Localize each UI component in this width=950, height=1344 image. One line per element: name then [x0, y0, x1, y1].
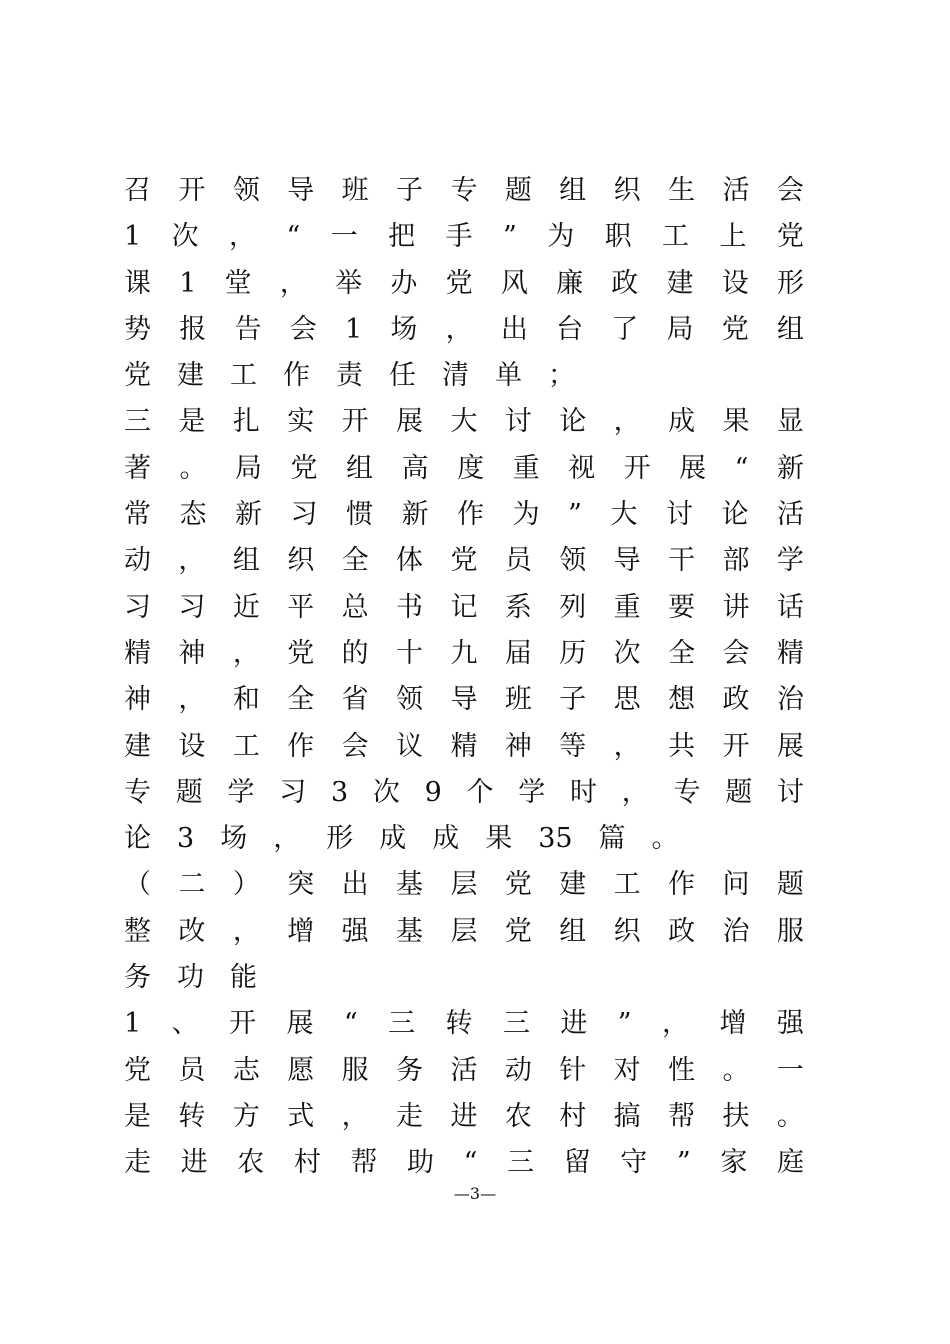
text-line: 1 次 ， “ 一 把 手 ” 为 职 工 上 党 [124, 221, 804, 253]
text-line: 三 是 扎 实 开 展 大 讨 论 ， 成 果 显 [124, 406, 804, 438]
text-line: 是 转 方 式 ， 走 进 农 村 搞 帮 扶 。 [124, 1100, 804, 1132]
text-line: 动 ， 组 织 全 体 党 员 领 导 干 部 学 [124, 545, 804, 577]
text-line: 著 。 局 党 组 高 度 重 视 开 展 “ 新 [124, 452, 804, 484]
text-line: 论 3 场 ， 形 成 成 果 35 篇 。 [124, 823, 679, 855]
text-line: 建 设 工 作 会 议 精 神 等 ， 共 开 展 [124, 730, 804, 762]
text-line: （ 二 ） 突 出 基 层 党 建 工 作 问 题 [124, 869, 804, 901]
text-line: 党 建 工 作 责 任 清 单 ； [124, 360, 575, 392]
page-number: —3— [453, 1184, 497, 1203]
text-line: 专 题 学 习 3 次 9 个 学 时 ， 专 题 讨 [124, 776, 804, 808]
document-body [124, 168, 804, 1187]
text-line: 召 开 领 导 班 子 专 题 组 织 生 活 会 [124, 175, 804, 206]
text-line: 整 改 ， 增 强 基 层 党 组 织 政 治 服 [124, 915, 804, 947]
text-line: 务 功 能 [124, 962, 257, 994]
text-line: 党 员 志 愿 服 务 活 动 针 对 性 。 一 [124, 1054, 804, 1086]
text-line: 精 神 ， 党 的 十 九 届 历 次 全 会 精 [124, 637, 804, 669]
text-line: 常 态 新 习 惯 新 作 为 ” 大 讨 论 活 [124, 499, 804, 531]
text-line: 势 报 告 会 1 场 ， 出 台 了 局 党 组 [124, 313, 804, 345]
text-line: 习 习 近 平 总 书 记 系 列 重 要 讲 话 [124, 591, 804, 623]
text-line: 课 1 堂 ， 举 办 党 风 廉 政 建 设 形 [124, 267, 804, 299]
text-line: 走 进 农 村 帮 助 “ 三 留 守 ” 家 庭 [124, 1147, 804, 1179]
text-line: 神 ， 和 全 省 领 导 班 子 思 想 政 治 [124, 684, 804, 716]
text-line: 1 、 开 展 “ 三 转 三 进 ” ， 增 强 [124, 1008, 804, 1040]
